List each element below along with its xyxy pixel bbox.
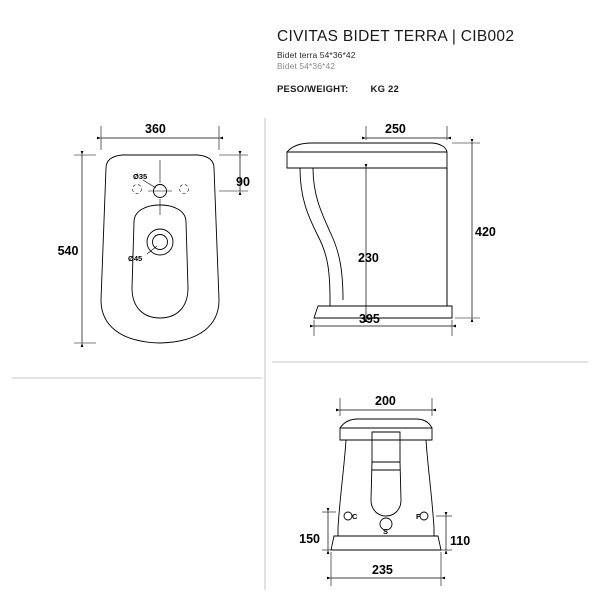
front-marker-c: C: [352, 512, 358, 521]
top-height-dim: 540: [57, 244, 79, 258]
page-title: CIVITAS BIDET TERRA | CIB002: [277, 28, 515, 45]
top-taphole-offset-dim: 90: [236, 175, 250, 189]
front-marker-f: F: [416, 512, 421, 521]
front-base-width-dim: 235: [372, 563, 393, 577]
weight-value: KG 22: [370, 84, 400, 95]
weight-label: PESO/WEIGHT:: [277, 84, 349, 95]
front-left-height-dim: 150: [299, 532, 320, 546]
side-top-width-dim: 250: [385, 122, 406, 136]
product-subtitle-alt: Bidet 54*36*42: [277, 61, 336, 71]
weight-row: [277, 84, 577, 95]
top-view-drawing: [58, 122, 250, 343]
top-hole-large-label: Ø45: [128, 254, 143, 263]
front-top-width-dim: 200: [375, 394, 396, 408]
front-marker-s: S: [383, 527, 389, 536]
product-subtitle: Bidet terra 54*36*42: [277, 50, 356, 60]
product-header: [277, 28, 577, 95]
side-view-drawing: [287, 122, 496, 336]
side-total-height-dim: 420: [475, 225, 496, 239]
side-inner-height-dim: 230: [358, 251, 379, 265]
top-width-dim: 360: [145, 122, 166, 136]
side-base-depth-dim: 395: [359, 312, 380, 326]
front-view-drawing: [299, 394, 470, 586]
top-hole-small-label: Ø35: [133, 172, 148, 181]
front-right-height-dim: 110: [450, 534, 471, 548]
